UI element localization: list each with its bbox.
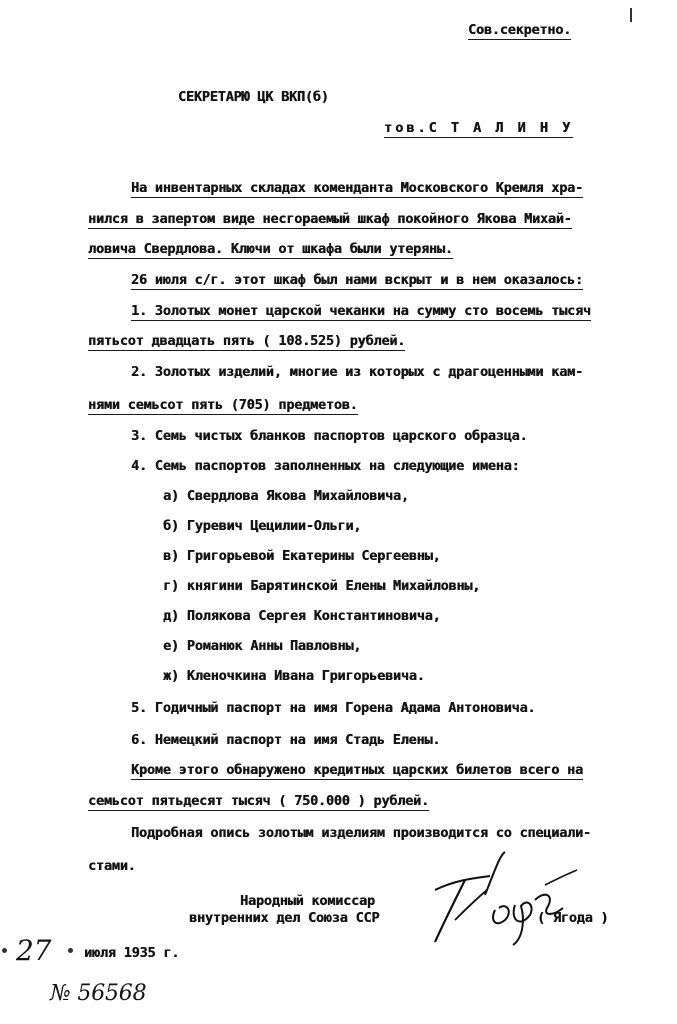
passport-f: е) Романюк Анны Павловны, <box>163 638 362 654</box>
signer-title-line-1: Народный комиссар <box>240 893 375 909</box>
signer-name: ( Ягода ) <box>537 910 609 926</box>
passport-g: ж) Кленочкина Ивана Григорьевича. <box>163 668 425 684</box>
inventory-note-line-1: Подробная опись золотым изделиям производится со специали- <box>131 825 591 841</box>
item-3: 3. Семь чистых бланков паспортов царского образца. <box>131 428 528 444</box>
addressee-title: СЕКРЕТАРЮ ЦК ВКП(б) <box>178 89 329 105</box>
credit-notes-line-2: семьсот пятьдесят тысяч ( 750.000 ) рублей. <box>88 793 429 809</box>
item-2-line-2: нями семьсот пять (705) предметов. <box>88 397 358 413</box>
body-line-1: На инвентарных складах коменданта Московского Кремля хра- <box>131 180 583 196</box>
registration-number: № 56568 <box>50 981 147 1006</box>
signer-title-line-2: внутренних дел Союза ССР <box>189 910 380 926</box>
credit-notes-line-1: Кроме этого обнаружено кредитных царских билетов всего на <box>131 762 583 778</box>
inventory-note-line-2: стами. <box>88 858 136 874</box>
date-bullet-left <box>2 948 7 953</box>
classification-stamp: Сов.секретно. <box>468 22 572 38</box>
margin-mark <box>630 8 632 22</box>
item-4: 4. Семь паспортов заполненных на следующие имена: <box>131 458 520 474</box>
document-date: июля 1935 г. <box>84 945 180 961</box>
passport-c: в) Григорьевой Екатерины Сергеевны, <box>163 548 441 564</box>
addressee-name: тов.С Т А Л И Н У <box>384 120 574 136</box>
item-5: 5. Годичный паспорт на имя Горена Адама Антоновича. <box>131 700 536 716</box>
passport-d: г) княгини Барятинской Елены Михайловны, <box>163 578 481 594</box>
body-line-3: ловича Свердлова. Ключи от шкафа были утеряны. <box>88 241 453 257</box>
date-day: 27 <box>16 934 52 967</box>
body-line-4: 26 июля с/г. этот шкаф был нами вскрыт и в нем оказалось: <box>131 272 583 288</box>
date-bullet-right <box>68 948 73 953</box>
passport-a: а) Свердлова Якова Михайловича, <box>163 488 409 504</box>
passport-b: б) Гуревич Цецилии-Ольги, <box>163 518 362 534</box>
item-1-line-1: 1. Золотых монет царской чеканки на сумму сто восемь тысяч <box>131 303 591 319</box>
handwritten-signature <box>395 850 585 950</box>
item-1-line-2: пятьсот двадцать пять ( 108.525) рублей. <box>88 333 406 349</box>
passport-e: д) Полякова Сергея Константиновича, <box>163 608 441 624</box>
body-line-2: нился в запертом виде несгораемый шкаф покойного Якова Михай- <box>88 211 572 227</box>
item-6: 6. Немецкий паспорт на имя Стадь Елены. <box>131 732 441 748</box>
item-2-line-1: 2. Золотых изделий, многие из которых с драгоценными кам- <box>131 364 583 380</box>
